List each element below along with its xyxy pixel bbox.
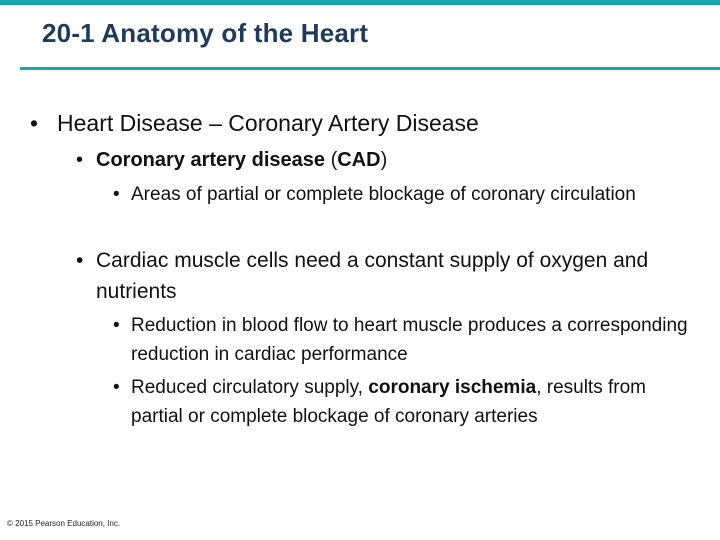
bold-term: CAD (337, 149, 381, 171)
bold-term: coronary ischemia (368, 377, 537, 398)
bullet-reduction (113, 311, 693, 369)
bullet-heart-disease (30, 108, 700, 138)
bullet-text: Areas of partial or complete blockage of coronary circulation (131, 184, 636, 205)
bullet-marker: • (113, 184, 120, 205)
bullet-blockage-areas (113, 180, 693, 209)
slide-title: 20-1 Anatomy of the Heart (42, 18, 369, 48)
bullet-marker: • (30, 110, 39, 136)
bullet-ischemia (113, 373, 693, 431)
bullet-cad (76, 146, 696, 174)
bullet-marker: • (113, 315, 120, 336)
top-accent-bar (0, 0, 720, 5)
text-fragment: ( (325, 149, 338, 171)
bullet-marker: • (113, 377, 120, 398)
bullet-text (96, 146, 387, 174)
bullet-cardiac-supply (76, 245, 696, 307)
bullet-text: Heart Disease – Coronary Artery Disease (57, 110, 479, 136)
title-rule (20, 67, 720, 70)
text-fragment: Reduced circulatory supply, (131, 377, 369, 398)
bullet-marker: • (76, 249, 84, 272)
text-fragment: ) (380, 149, 388, 171)
bold-term: Coronary artery disease (96, 149, 326, 171)
text-fragment: , results from partial or complete blockage of coronary arteries (131, 377, 646, 427)
bullet-text: Cardiac muscle cells need a constant supply of oxygen and nutrients (96, 249, 649, 303)
bullet-text (131, 373, 693, 431)
bullet-marker: • (76, 149, 84, 171)
copyright-footer: © 2015 Pearson Education, Inc. (7, 519, 121, 528)
bullet-text: Reduction in blood flow to heart muscle produces a corresponding reduction in cardiac performance (131, 315, 688, 365)
